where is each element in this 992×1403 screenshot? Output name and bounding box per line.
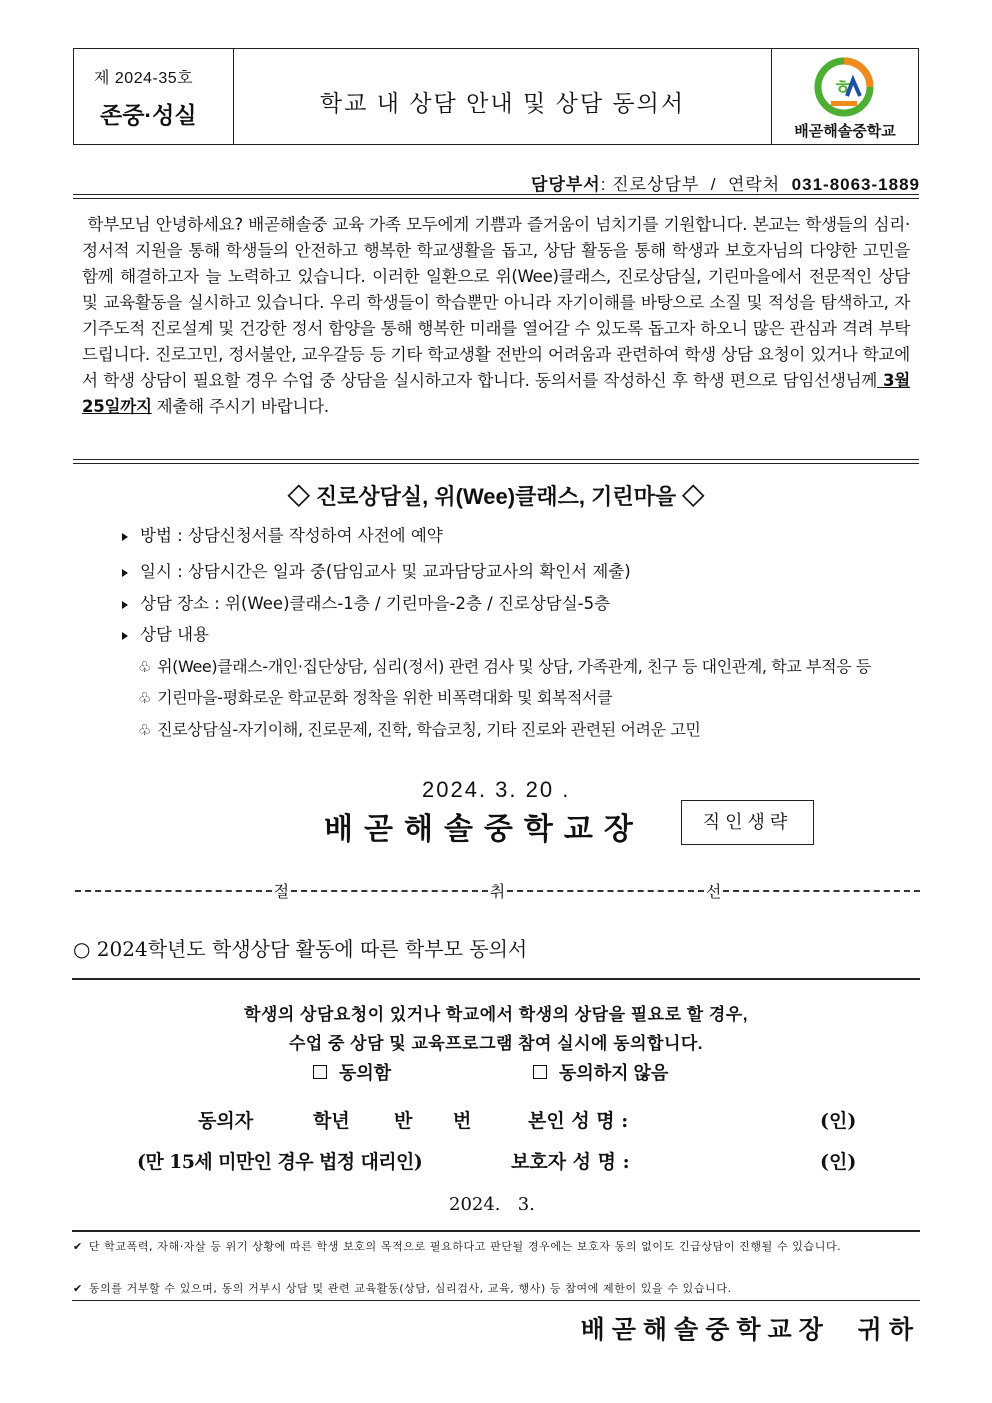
consent-statement: 학생의 상담요청이 있거나 학교에서 학생의 상담을 필요로 할 경우,: [244, 1005, 748, 1024]
consent-statement: 수업 중 상담 및 교육프로그램 참여 실시에 동의합니다.: [288, 1034, 704, 1053]
seal-mark[interactable]: (인): [820, 1151, 857, 1173]
bullet-icon: [122, 569, 128, 577]
stamp-box: 직인생략: [681, 800, 814, 845]
class-field[interactable]: 반: [394, 1110, 413, 1132]
phone-number: 031-8063-1889: [791, 175, 920, 194]
cut-char: 절: [273, 884, 290, 901]
cut-char: 취: [489, 884, 506, 901]
check-icon: ✔: [73, 1240, 83, 1253]
dash-line: [291, 890, 488, 892]
intro-text: 학부모님 안녕하세요? 배곧해솔중 교육 가족 모두에게 기쁨과 즐거움이 넘치기를 기원합니다. 본교는 학생들의 심리·정서적 지원을 통해 학생들의 안전하고 행복한 학교생활을 돕고, 상담 활동을 통해 학생과 보호자님의 다양한 고민을 함께 해결하고자 늘 노력하고 있습니다. 이러한 일환으로 위(Wee)클래스, 진로상담실, 기린마을에서 전문적인 상담 및 교육활동을 실시하고 있습니다. 우리 학생들이 학습뿐만 아니라 자기이해를 바탕으로 소질 및 적성을 탐색하고, 자기주도적 진로설계 및 건강한 정서 함양을 통해 행복한 미래를 열어갈 수 있도록 돕고자 하오니 많은 관심과 격려 부탁드립니다. 진로고민, 정서불안, 교우갈등 등 기타 학교생활 전반의 어려움과 관련하여 학생 상담 요청이 있거나 학교에서 학생 상담이 필요할 경우 수업 중 상담을 실시하고자 합니다. 동의서를 작성하신 후 학생 편으로 담임선생님께: [82, 215, 910, 390]
bullet-icon: [122, 533, 128, 541]
check-icon: ✔: [73, 1282, 83, 1295]
list-item: 방법 : 상담신청서를 작성하여 사전에 예약: [122, 522, 443, 546]
document-number: 제 2024-35호: [94, 70, 194, 87]
divider: [73, 194, 919, 199]
seal-mark[interactable]: (인): [820, 1110, 857, 1132]
addressee: 배곧해솔중학교장 귀하: [580, 1316, 920, 1344]
clover-icon: ♧: [138, 721, 152, 739]
divider: [72, 1300, 920, 1301]
consent-date[interactable]: 2024. 3.: [449, 1194, 535, 1215]
clover-icon: ♧: [138, 689, 152, 707]
list-item: 상담 내용: [122, 621, 209, 645]
document-title: 학교 내 상담 안내 및 상담 동의서: [319, 90, 686, 116]
bullet-icon: [122, 601, 128, 609]
header-left-cell: [74, 49, 234, 144]
issue-date: 2024. 3. 20 .: [422, 777, 571, 802]
school-logo-text: 배곧해솔중학교: [794, 123, 896, 140]
list-item: 상담 장소 : 위(Wee)클래스-1층 / 기린마을-2층 / 진로상담실-5층: [122, 590, 610, 614]
checkbox-icon[interactable]: [313, 1065, 327, 1079]
bullet-icon: [122, 632, 128, 640]
cut-line: [75, 879, 920, 902]
disagree-checkbox[interactable]: 동의하지 않음: [533, 1059, 668, 1085]
school-emblem-icon: [811, 54, 877, 120]
divider: [73, 459, 919, 464]
cut-char: 선: [705, 884, 722, 901]
school-logo-cell: [771, 49, 918, 144]
consenter-label: 동의자: [198, 1110, 254, 1132]
contact-label: 연락처: [727, 175, 781, 194]
sub-list-item: ♧ 기린마을-평화로운 학교문화 정착을 위한 비폭력대화 및 회복적서클: [138, 688, 613, 707]
document-header: [73, 48, 919, 145]
school-motto: 존중·성실: [100, 102, 197, 128]
dept-label: 담당부서: [531, 175, 601, 194]
dash-line: [75, 890, 272, 892]
grade-field[interactable]: 학년: [313, 1110, 350, 1132]
guardian-name-label: 보호자 성 명 :: [511, 1151, 630, 1173]
divider: [72, 1230, 920, 1232]
note-item: ✔ 동의를 거부할 수 있으며, 동의 거부시 상담 및 관련 교육활동(상담, 심리검사, 교육, 행사) 등 참여에 제한이 있을 수 있습니다.: [73, 1282, 732, 1295]
deadline: 3월 25일까지: [82, 371, 910, 416]
separator: /: [710, 175, 717, 194]
student-name-label: 본인 성 명 :: [528, 1110, 629, 1132]
department-contact: [531, 170, 920, 195]
number-field[interactable]: 번: [453, 1110, 472, 1132]
sub-list-item: ♧ 위(Wee)클래스-개인·집단상담, 심리(정서) 관련 검사 및 상담, 가족관계, 친구 등 대인관계, 학교 부적응 등: [138, 657, 871, 676]
agree-checkbox[interactable]: 동의함: [313, 1059, 391, 1085]
legal-guardian-note: (만 15세 미만인 경우 법정 대리인): [137, 1151, 423, 1173]
checkbox-icon[interactable]: [533, 1065, 547, 1079]
svg-text:ㅎ: ㅎ: [833, 75, 853, 99]
divider: [72, 978, 920, 980]
sub-list-item: ♧ 진로상담실-자기이해, 진로문제, 진학, 학습코칭, 기타 진로와 관련된 어려운 고민: [138, 720, 701, 739]
dash-line: [723, 890, 920, 892]
list-item: 일시 : 상담시간은 일과 중(담임교사 및 교과담당교사의 확인서 제출): [122, 558, 631, 582]
note-item: ✔ 단 학교폭력, 자해·자살 등 위기 상황에 따른 학생 보호의 목적으로 필요하다고 판단될 경우에는 보호자 동의 없이도 긴급상담이 진행될 수 있습니다.: [73, 1240, 842, 1253]
intro-text-end: 제출해 주시기 바랍니다.: [151, 397, 329, 416]
principal-name: 배곧해솔중학교장: [324, 813, 644, 846]
dept-value: : 진로상담부: [600, 175, 700, 194]
consent-title: ○ 2024학년도 학생상담 활동에 따른 학부모 동의서: [73, 937, 528, 961]
intro-paragraph: [82, 212, 910, 420]
dash-line: [507, 890, 704, 892]
section-title: ◇ 진로상담실, 위(Wee)클래스, 기린마을 ◇: [287, 484, 705, 509]
clover-icon: ♧: [138, 658, 152, 676]
